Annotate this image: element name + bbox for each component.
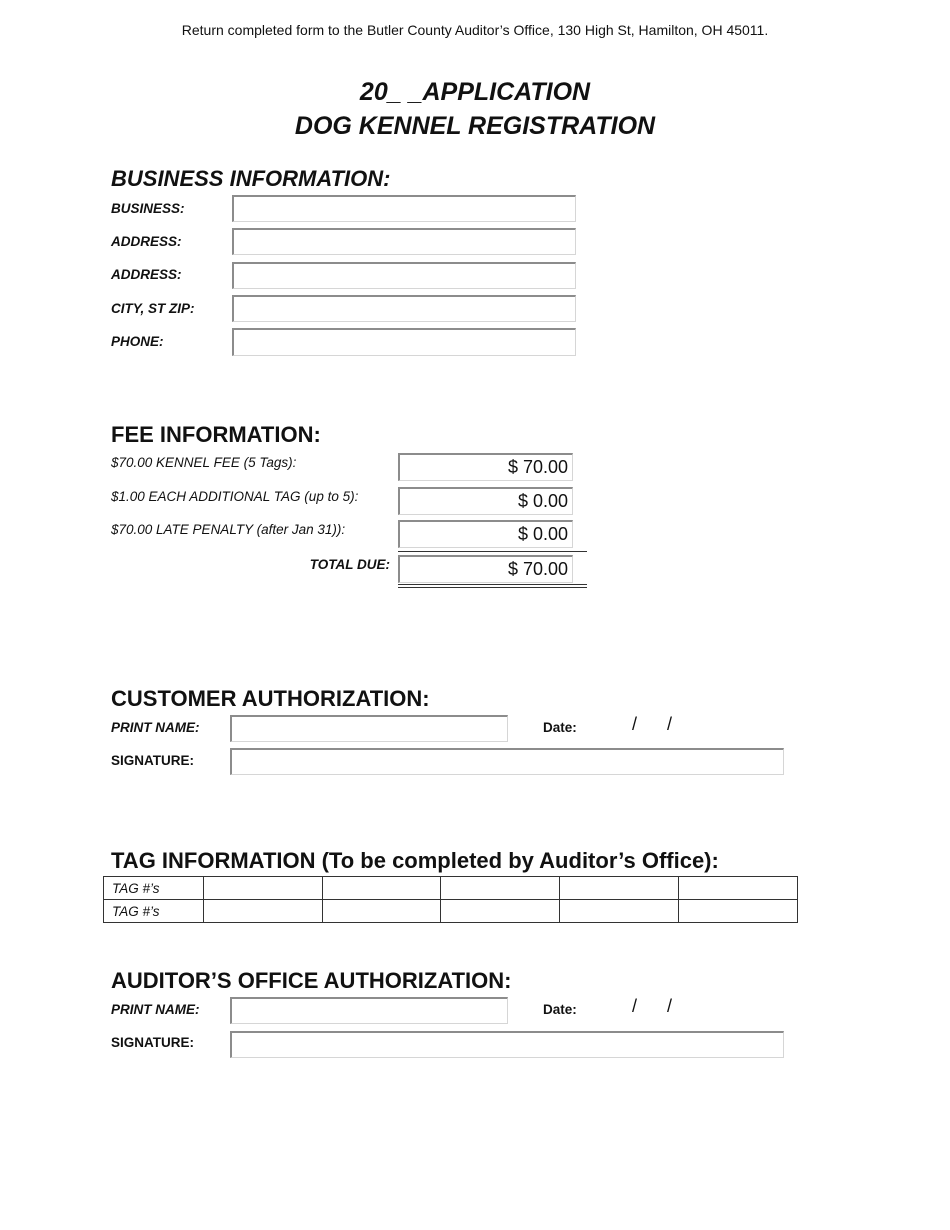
tag-cell[interactable] <box>323 877 441 900</box>
customer-date-input[interactable]: / / <box>632 714 673 734</box>
tag-table <box>103 876 798 923</box>
city-state-zip-input[interactable] <box>232 295 576 322</box>
tag-cell[interactable] <box>441 900 560 923</box>
customer-print-name-label: PRINT NAME: <box>111 720 200 735</box>
total-double-rule-2 <box>398 587 587 588</box>
tag-row-1 <box>104 877 798 900</box>
tag-cell[interactable] <box>204 877 323 900</box>
late-penalty-amount[interactable]: $ 0.00 <box>398 520 573 548</box>
total-due-label: TOTAL DUE: <box>309 557 390 572</box>
fee-info-heading: FEE INFORMATION: <box>111 422 321 447</box>
phone-input[interactable] <box>232 328 576 356</box>
tag-row-label: TAG #’s <box>104 900 204 923</box>
additional-tag-fee-label: $1.00 EACH ADDITIONAL TAG (up to 5): <box>111 489 359 504</box>
form-year-title: 20_ _APPLICATION <box>359 78 591 106</box>
auditor-auth-heading: AUDITOR’S OFFICE AUTHORIZATION: <box>111 968 512 993</box>
auditor-date-label: Date: <box>543 1002 577 1017</box>
tag-row-2 <box>104 900 798 923</box>
auditor-print-name-input[interactable] <box>230 997 508 1024</box>
customer-print-name-input[interactable] <box>230 715 508 742</box>
address1-input[interactable] <box>232 228 576 255</box>
customer-auth-heading: CUSTOMER AUTHORIZATION: <box>111 686 430 711</box>
tag-cell[interactable] <box>323 900 441 923</box>
tag-info-heading: TAG INFORMATION (To be completed by Auditor’s Office): <box>111 848 719 873</box>
address2-input[interactable] <box>232 262 576 289</box>
total-due-amount[interactable]: $ 70.00 <box>398 555 573 583</box>
phone-label: PHONE: <box>111 334 164 349</box>
kennel-fee-amount[interactable]: $ 70.00 <box>398 453 573 481</box>
tag-cell[interactable] <box>204 900 323 923</box>
tag-row-label: TAG #’s <box>104 877 204 900</box>
customer-signature-input[interactable] <box>230 748 784 775</box>
form-title: DOG KENNEL REGISTRATION <box>294 112 656 140</box>
auditor-signature-input[interactable] <box>230 1031 784 1058</box>
tag-cell[interactable] <box>679 877 798 900</box>
customer-date-label: Date: <box>543 720 577 735</box>
late-penalty-label: $70.00 LATE PENALTY (after Jan 31)): <box>111 522 346 537</box>
total-double-rule-1 <box>398 584 587 585</box>
business-label: BUSINESS: <box>111 201 185 216</box>
city-state-zip-label: CITY, ST ZIP: <box>111 301 195 316</box>
address1-label: ADDRESS: <box>111 234 182 249</box>
tag-cell[interactable] <box>560 900 679 923</box>
address2-label: ADDRESS: <box>111 267 182 282</box>
additional-tag-fee-amount[interactable]: $ 0.00 <box>398 487 573 515</box>
business-name-input[interactable] <box>232 195 576 222</box>
tag-cell[interactable] <box>679 900 798 923</box>
auditor-print-name-label: PRINT NAME: <box>111 1002 200 1017</box>
total-rule-top <box>398 551 587 552</box>
auditor-date-input[interactable]: / / <box>632 996 673 1016</box>
customer-signature-label: SIGNATURE: <box>111 753 194 768</box>
tag-cell[interactable] <box>560 877 679 900</box>
tag-cell[interactable] <box>441 877 560 900</box>
business-info-heading: BUSINESS INFORMATION: <box>111 166 391 191</box>
kennel-fee-label: $70.00 KENNEL FEE (5 Tags): <box>111 455 297 470</box>
return-instructions: Return completed form to the Butler County Auditor’s Office, 130 High St, Hamilton, OH 45011. <box>181 22 769 38</box>
auditor-signature-label: SIGNATURE: <box>111 1035 194 1050</box>
